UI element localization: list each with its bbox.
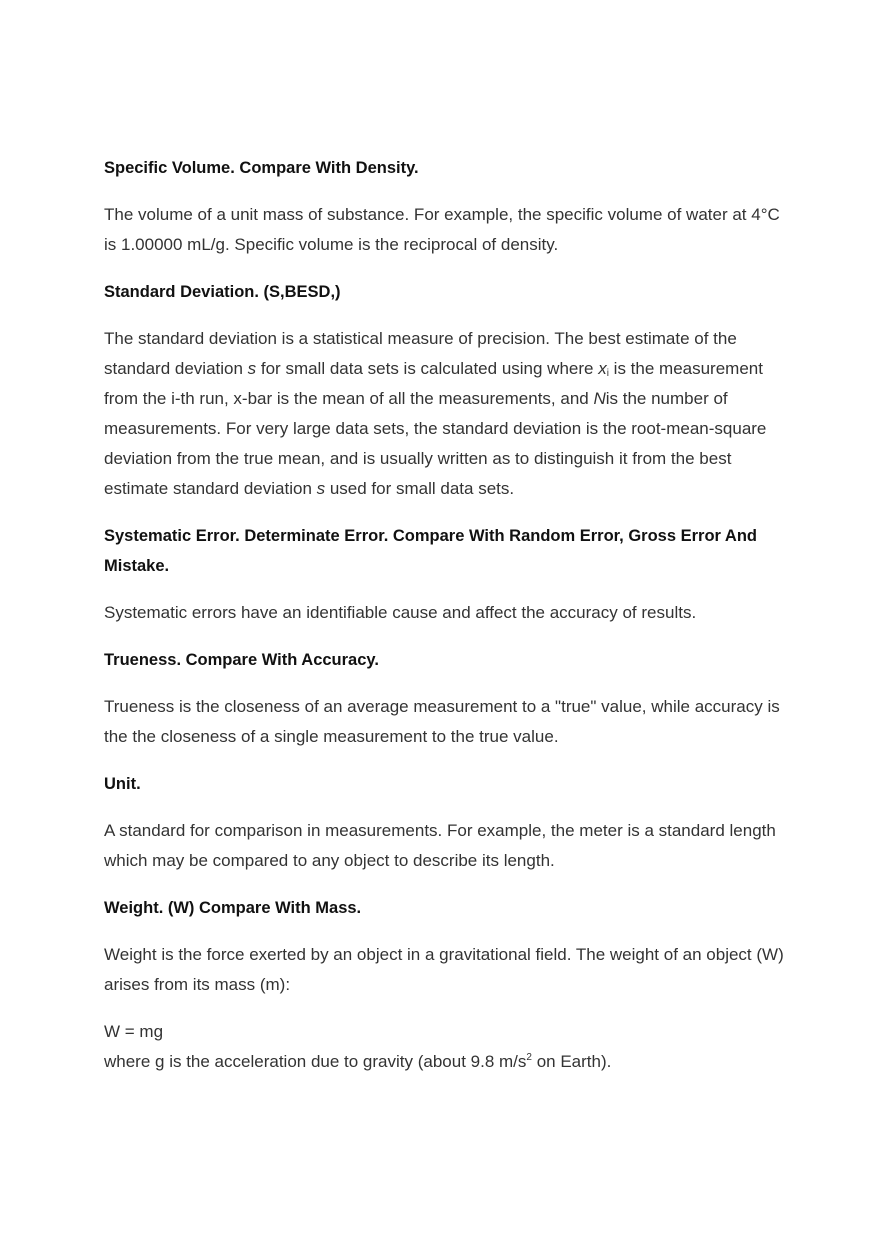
definition-unit: A standard for comparison in measurements. For example, the meter is a standard length which may be compared to any object to describe its length.	[104, 821, 776, 870]
text-run: where g is the acceleration due to gravity (about 9.8 m/s	[104, 1052, 527, 1071]
term-heading-unit: Unit.	[104, 775, 141, 793]
italic-symbol-x: x	[598, 359, 607, 378]
term-heading-trueness: Trueness. Compare With Accuracy.	[104, 651, 379, 669]
text-run: on Earth).	[531, 1052, 612, 1071]
definition-specific-volume: The volume of a unit mass of substance. For example, the specific volume of water at 4°C is 1.00000 mL/g. Specific volume is the reciprocal of density.	[104, 205, 780, 254]
document-page	[104, 153, 794, 1077]
weight-formula: W = mg	[104, 1022, 164, 1041]
definition-weight: Weight is the force exerted by an object in a gravitational field. The weight of an object (W) arises from its mass (m):	[104, 945, 784, 994]
weight-formula-block	[104, 1017, 794, 1077]
italic-symbol-s: s	[247, 359, 257, 378]
definition-systematic-error: Systematic errors have an identifiable cause and affect the accuracy of results.	[104, 603, 697, 622]
term-heading-specific-volume: Specific Volume. Compare With Density.	[104, 159, 419, 177]
text-run: is the number of measurements. For very large data sets, the standard deviation is the root-mean-square deviation from the true mean, and is usually written as to distinguish it from the best estimate standard deviation	[104, 389, 767, 498]
term-heading-systematic-error: Systematic Error. Determinate Error. Compare With Random Error, Gross Error And Mistake.	[104, 527, 758, 575]
text-run: is the measurement from the i-th run, x-bar is the mean of all the measurements, and	[104, 359, 763, 408]
definition-standard-deviation	[104, 324, 794, 504]
term-heading-standard-deviation: Standard Deviation. (S,BESD,)	[104, 283, 341, 301]
text-run: used for small data sets.	[325, 479, 515, 498]
text-run: for small data sets is calculated using where	[256, 359, 599, 378]
text-run: The standard deviation is a statistical measure of precision. The best estimate of the standard deviation	[104, 329, 737, 378]
subscript-i: i	[606, 368, 609, 379]
italic-symbol-n: N	[593, 389, 606, 408]
gravity-note	[104, 1047, 794, 1077]
italic-symbol-s: s	[316, 479, 326, 498]
term-heading-weight: Weight. (W) Compare With Mass.	[104, 899, 362, 917]
definition-trueness: Trueness is the closeness of an average measurement to a "true" value, while accuracy is the the closeness of a single measurement to the true value.	[104, 697, 780, 746]
superscript-2: 2	[526, 1052, 532, 1063]
